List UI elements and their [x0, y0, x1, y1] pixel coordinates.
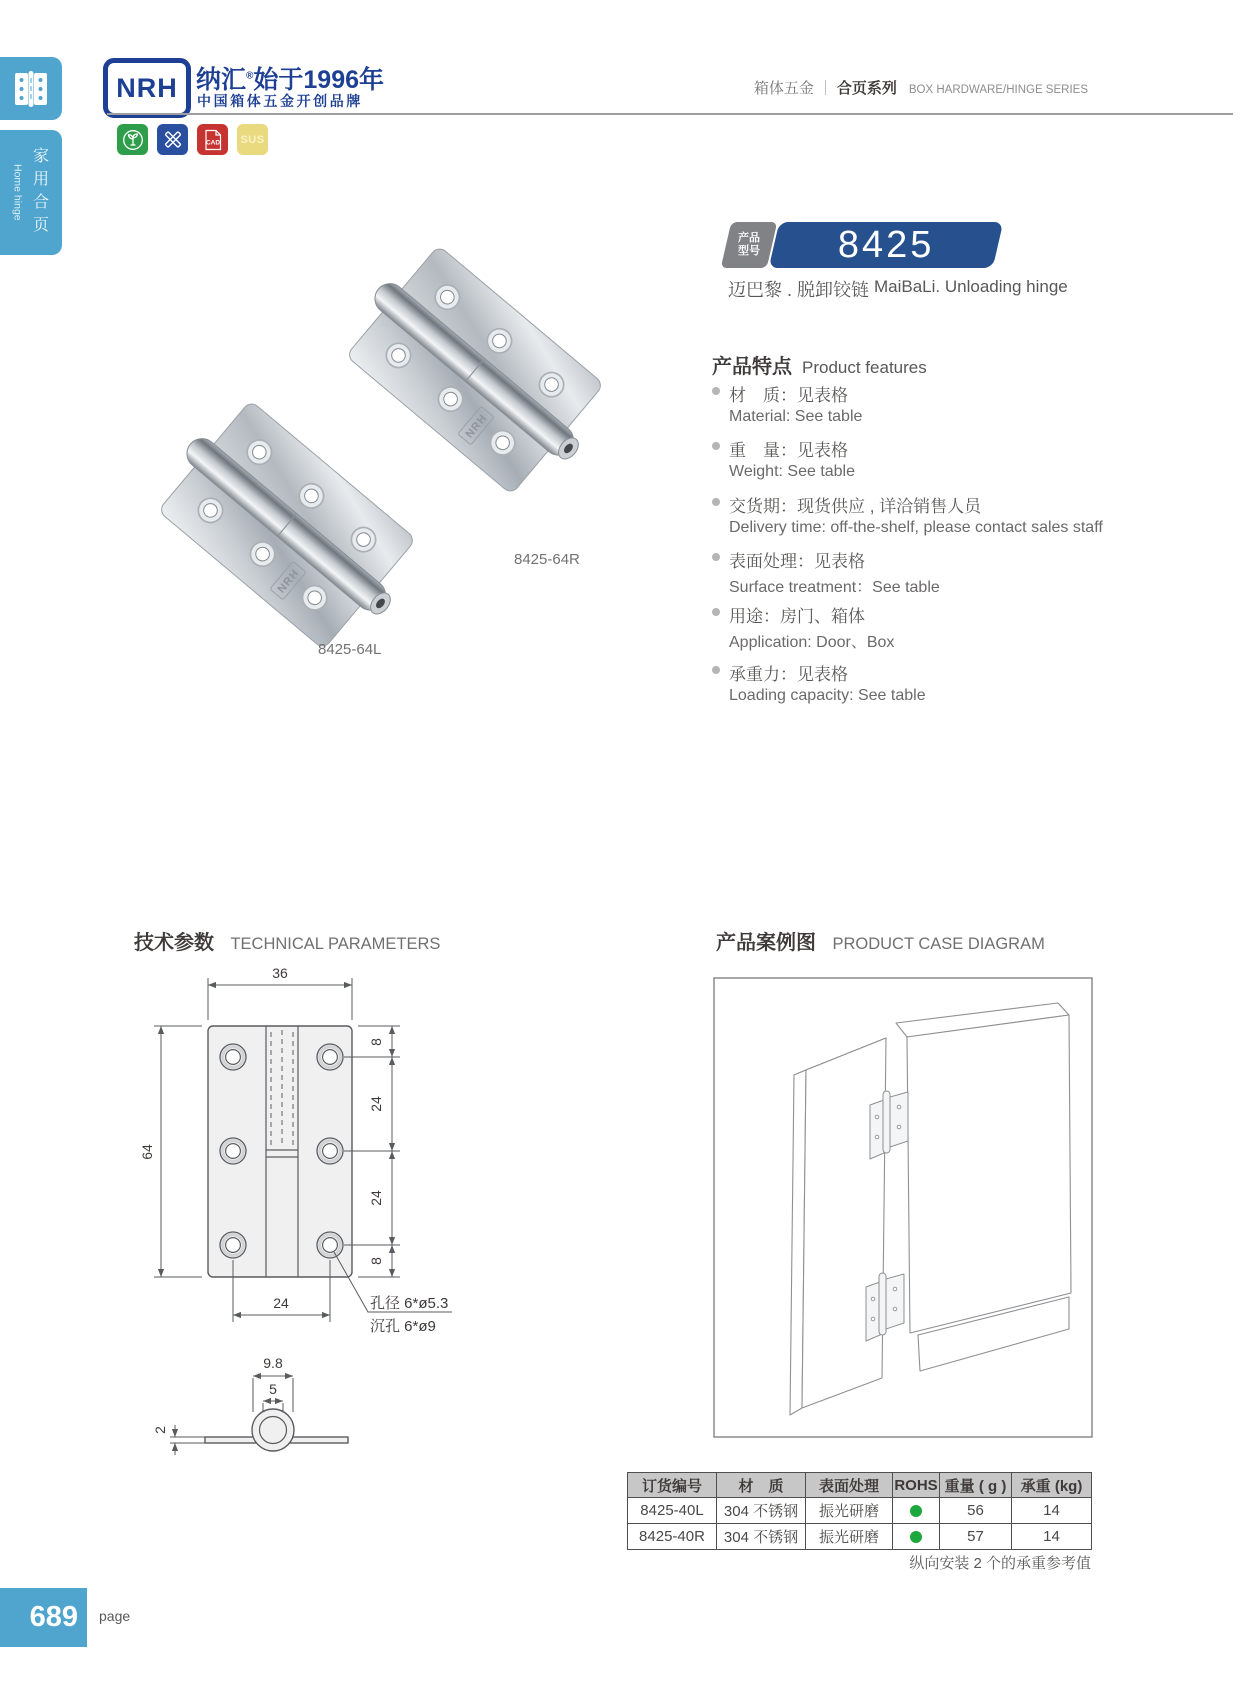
technical-drawing: [130, 960, 530, 1470]
dim-side-thickness: 2: [152, 1426, 168, 1434]
cell-weight: 56: [940, 1498, 1012, 1524]
bullet-icon: [712, 553, 720, 561]
dim-side-overall: 9.8: [263, 1355, 283, 1371]
model-tag-line2: 型号: [738, 245, 760, 257]
hole-diameter-note: 孔径 6*ø5.3: [370, 1295, 449, 1312]
photo-label-right: 8425-64R: [514, 551, 580, 568]
nrh-logo: [103, 58, 191, 118]
sus-label: SUS: [240, 133, 265, 146]
feature-material-cn: 材 质：见表格: [729, 386, 848, 405]
table-row: [628, 1524, 1092, 1550]
feature-application-en: Application: Door、Box: [729, 634, 895, 651]
bullet-icon: [712, 608, 720, 616]
feature-weight-en: Weight: See table: [729, 463, 856, 480]
spec-table: [627, 1472, 1091, 1550]
hinge-icon: [13, 69, 49, 109]
table-note: 纵向安装 2 个的承重参考值: [909, 1555, 1091, 1572]
mounting-hole: [220, 1232, 246, 1258]
mounting-hole: [317, 1138, 343, 1164]
features-title-cn: 产品特点: [712, 356, 792, 378]
mounting-hole: [317, 1044, 343, 1070]
col-weight: 重量 ( g ): [940, 1473, 1012, 1498]
registered-mark: ®: [246, 70, 254, 82]
col-order-no: 订货编号: [628, 1473, 717, 1498]
cell-material: 304 不锈钢: [717, 1524, 806, 1550]
cad-file-icon: [201, 128, 225, 152]
product-subtitle-en: MaiBaLi. Unloading hinge: [874, 277, 1068, 296]
series-name-en: BOX HARDWARE/HINGE SERIES: [908, 84, 1088, 96]
feature-capacity-en: Loading capacity: See table: [729, 687, 926, 704]
feature-surface-cn: 表面处理：见表格: [729, 552, 865, 571]
model-number-banner: [769, 222, 1004, 268]
feature-delivery-cn: 交货期：现货供应 , 详洽销售人员: [729, 497, 982, 516]
cell-rohs: [893, 1524, 940, 1550]
feature-application-cn: 用途：房门、箱体: [729, 607, 865, 626]
col-material: 材 质: [717, 1473, 806, 1498]
photo-label-left: 8425-64L: [318, 641, 382, 658]
technical-heading-cn: 技术参数: [134, 932, 214, 954]
col-load: 承重 (kg): [1012, 1473, 1092, 1498]
features-title: [712, 350, 927, 379]
cell-material: 304 不锈钢: [717, 1498, 806, 1524]
brand-cn: 纳汇: [196, 66, 247, 94]
header-rule: [107, 113, 1233, 115]
feature-weight-cn: 重 量：见表格: [729, 441, 848, 460]
series-name: 合页系列: [836, 80, 897, 97]
brand-suffix: 始于1996年: [253, 66, 385, 94]
features-title-en: Product features: [802, 358, 927, 377]
cell-code: 8425-40R: [628, 1524, 717, 1550]
cabinet-door: [790, 1038, 886, 1415]
cell-load: 14: [1012, 1524, 1092, 1550]
table-row: [628, 1498, 1092, 1524]
nrh-logo-text: NRH: [116, 72, 178, 103]
model-tag-line1: 产品: [738, 231, 760, 244]
cad-badge: [197, 124, 228, 155]
dim-hole-span: 24: [273, 1295, 289, 1311]
cell-surface: 振光研磨: [806, 1524, 893, 1550]
cell-code: 8425-40L: [628, 1498, 717, 1524]
brand-slogan: 中国箱体五金开创品牌: [197, 93, 363, 109]
feature-surface-en: Surface treatment：See table: [729, 579, 940, 596]
page-label: page: [99, 1608, 131, 1624]
hinge-photo-left: [144, 389, 433, 664]
hinge-side-knuckle: [252, 1409, 294, 1451]
dim-side-pin: 5: [269, 1381, 277, 1397]
case-heading-cn: 产品案例图: [716, 932, 816, 954]
feature-capacity-cn: 承重力：见表格: [729, 665, 848, 684]
series-header: [754, 77, 1088, 98]
feature-material-en: Material: See table: [729, 408, 863, 425]
feature-delivery-en: Delivery time: off-the-shelf, please contact sales staff: [729, 519, 1103, 536]
cert-badges: [117, 124, 268, 155]
case-heading-en: PRODUCT CASE DIAGRAM: [832, 935, 1045, 953]
sprout-icon: [121, 128, 145, 152]
dim-seg-bottom: 8: [368, 1257, 384, 1265]
cell-rohs: [893, 1498, 940, 1524]
product-subtitle-cn: 迈巴黎 . 脱卸铰链: [728, 280, 870, 300]
category-label-cn: 家用合页: [30, 146, 48, 239]
spec-header-row: [628, 1473, 1092, 1498]
cell-load: 14: [1012, 1498, 1092, 1524]
sus-badge: [237, 124, 268, 155]
rohs-pass-dot: [910, 1505, 922, 1517]
cabinet-box: [896, 1003, 1071, 1371]
bullet-icon: [712, 498, 720, 506]
dim-height: 64: [139, 1144, 155, 1160]
model-tag: [721, 222, 778, 268]
crossed-tools-icon: [161, 128, 185, 152]
dim-seg-mid2: 24: [368, 1190, 384, 1206]
case-diagram: [713, 977, 1093, 1438]
col-rohs: ROHS: [893, 1473, 940, 1498]
dim-seg-mid1: 24: [368, 1096, 384, 1112]
counterbore-note: 沉孔 6*ø9: [370, 1318, 436, 1335]
design-tools-badge: [157, 124, 188, 155]
sidebar-category-tab[interactable]: [0, 130, 62, 255]
page-number-block: [0, 1588, 87, 1647]
dim-width: 36: [272, 965, 288, 981]
eco-badge: [117, 124, 148, 155]
bullet-icon: [712, 387, 720, 395]
bullet-icon: [712, 666, 720, 674]
cad-label: CAD: [205, 139, 220, 146]
mounting-hole: [220, 1138, 246, 1164]
hinge-photo-right: [332, 234, 621, 509]
category-label-en: Home hinge: [11, 164, 24, 221]
product-features: [712, 350, 1152, 730]
mounting-hole: [220, 1044, 246, 1070]
col-surface: 表面处理: [806, 1473, 893, 1498]
dim-seg-top: 8: [368, 1038, 384, 1046]
technical-heading: [134, 926, 440, 955]
series-divider: ｜: [817, 80, 833, 97]
bullet-icon: [712, 442, 720, 450]
product-photos: NRH: [90, 225, 670, 685]
model-number: 8425: [837, 223, 935, 266]
case-diagram-heading: [716, 926, 1045, 955]
page-number: 689: [29, 1601, 78, 1633]
cell-weight: 57: [940, 1524, 1012, 1550]
technical-heading-en: TECHNICAL PARAMETERS: [230, 935, 441, 953]
sidebar-hinge-tab[interactable]: [0, 57, 62, 120]
rohs-pass-dot: [910, 1531, 922, 1543]
mounting-hole: [317, 1232, 343, 1258]
series-category: 箱体五金: [753, 80, 814, 97]
cell-surface: 振光研磨: [806, 1498, 893, 1524]
